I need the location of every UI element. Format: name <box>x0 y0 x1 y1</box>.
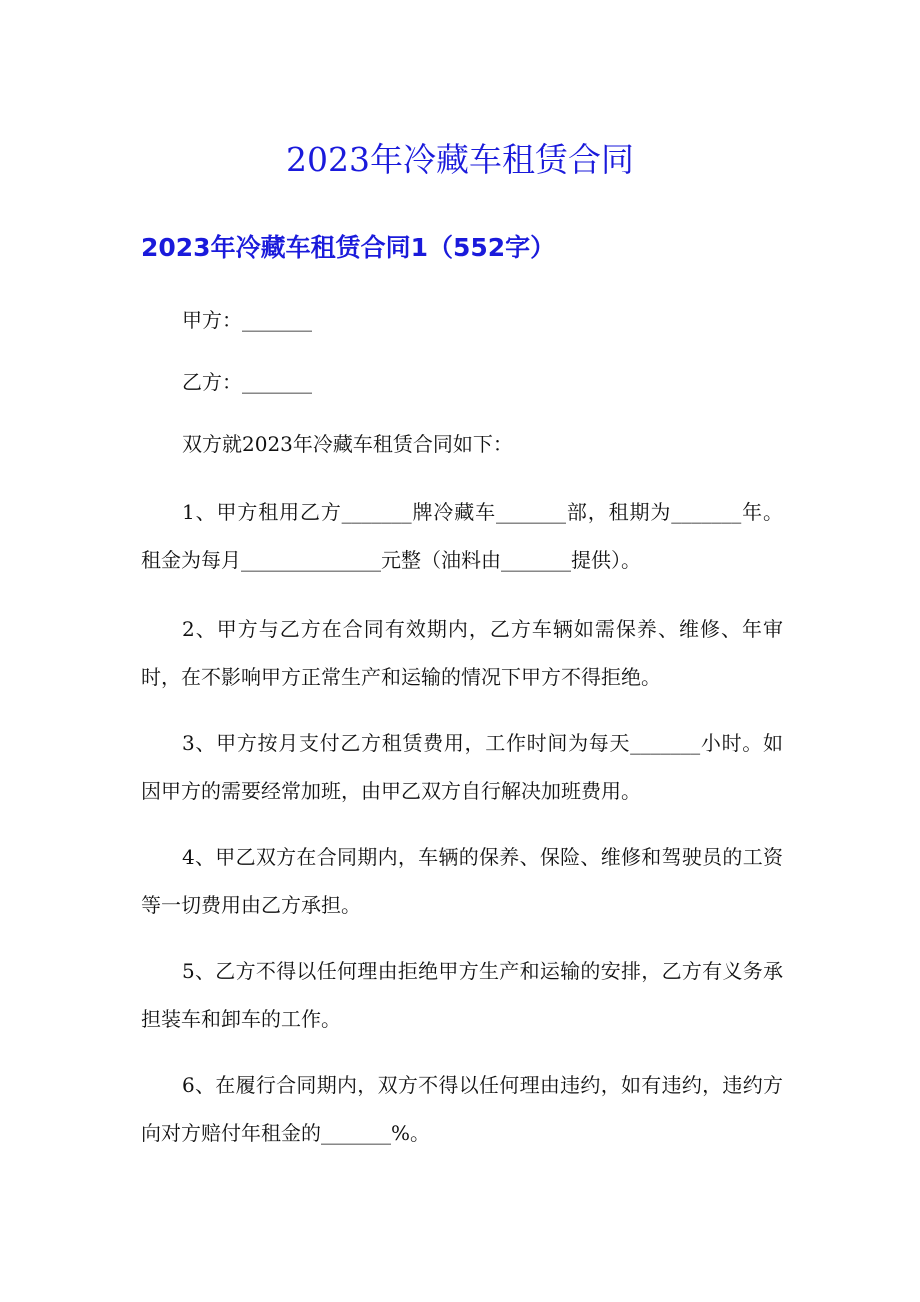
clause-2: 2、甲方与乙方在合同有效期内，乙方车辆如需保养、维修、年审时，在不影响甲方正常生产和运输的情况下甲方不得拒绝。 <box>141 617 783 689</box>
intro-paragraph: 双方就2023年冷藏车租赁合同如下： <box>182 432 513 456</box>
party-b-line: 乙方：_______ <box>182 370 312 394</box>
section-title: 2023年冷藏车租赁合同1（552字） <box>141 233 556 262</box>
clause-5: 5、乙方不得以任何理由拒绝甲方生产和运输的安排，乙方有义务承担装车和卸车的工作。 <box>141 959 783 1031</box>
clause-3: 3、甲方按月支付乙方租赁费用，工作时间为每天_______小时。如因甲方的需要经常加班，由甲乙双方自行解决加班费用。 <box>141 731 783 803</box>
clause-6: 6、在履行合同期内，双方不得以任何理由违约，如有违约，违约方向对方赔付年租金的_______%。 <box>141 1073 783 1145</box>
clause-4: 4、甲乙双方在合同期内，车辆的保养、保险、维修和驾驶员的工资等一切费用由乙方承担。 <box>141 845 783 917</box>
clause-1: 1、甲方租用乙方_______牌冷藏车_______部，租期为_______年。租金为每月______________元整（油料由_______提供）。 <box>141 500 783 572</box>
party-a-line: 甲方：_______ <box>182 308 312 332</box>
document-title: 2023年冷藏车租赁合同 <box>286 140 634 179</box>
